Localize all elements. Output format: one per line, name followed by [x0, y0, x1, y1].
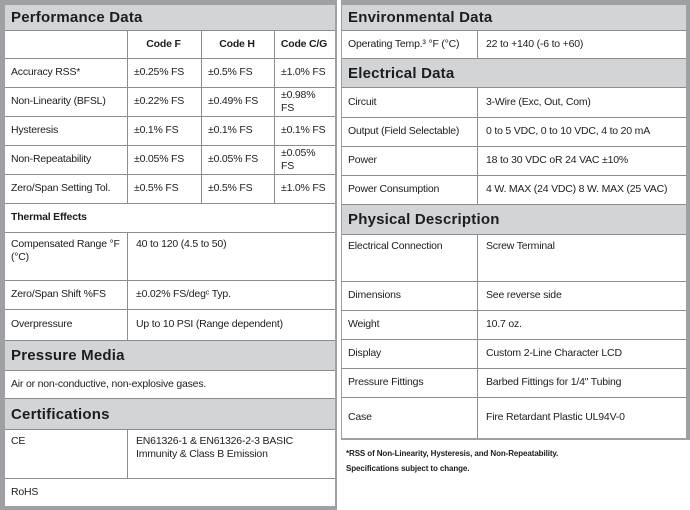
row-label: Circuit: [342, 88, 478, 117]
row-label: Accuracy RSS*: [5, 59, 128, 87]
table-row: [342, 88, 686, 118]
row-label: Electrical Connection: [342, 235, 478, 281]
row-label: Non-Linearity (BFSL): [5, 88, 128, 116]
row-label: Overpressure: [5, 310, 128, 340]
row-value: Custom 2-Line Character LCD: [486, 347, 622, 360]
thermal-effects-subheader: [5, 204, 335, 233]
row-value: ±0.5% FS: [128, 175, 202, 203]
pressure-media-text: Air or non-conductive, non-explosive gases.: [11, 377, 207, 390]
pressure-media-header: [5, 341, 335, 371]
row-label: Weight: [342, 311, 478, 339]
table-row: [5, 479, 335, 506]
row-value: 10.7 oz.: [486, 318, 522, 331]
pressure-media-title: Pressure Media: [11, 347, 125, 364]
table-row: [342, 340, 686, 369]
left-column: [0, 0, 337, 510]
row-value: ±0.02% FS/degᶜ Typ.: [136, 288, 231, 301]
column-header-code-h: Code H: [202, 31, 275, 58]
row-value: 18 to 30 VDC oR 24 VAC ±10%: [486, 154, 628, 167]
row-value: ±1.0% FS: [281, 66, 326, 79]
table-row: [5, 117, 335, 146]
electrical-data-header: [342, 59, 686, 88]
table-row: [342, 282, 686, 311]
row-label: Compensated Range °F (°C): [5, 233, 128, 280]
row-value: ±0.1% FS: [281, 124, 326, 137]
row-label: Zero/Span Shift %FS: [5, 281, 128, 309]
table-row: [5, 430, 335, 479]
row-value: ±0.05% FS: [202, 146, 275, 174]
row-label: Power Consumption: [342, 176, 478, 204]
table-row: [5, 146, 335, 175]
table-row: [5, 59, 335, 88]
electrical-data-title: Electrical Data: [348, 64, 455, 82]
column-header-code-cg: Code C/G: [280, 37, 328, 50]
table-row: [342, 398, 686, 438]
pressure-media-row: [5, 371, 335, 399]
table-row: [5, 88, 335, 117]
row-value: ±0.05% FS: [128, 146, 202, 174]
table-row: [5, 175, 335, 204]
performance-data-title: Performance Data: [11, 9, 143, 26]
certifications-header: [5, 399, 335, 430]
footnote-line-1: *RSS of Non-Linearity, Hysteresis, and Non-Repeatability.: [346, 449, 559, 458]
row-value: 40 to 120 (4.5 to 50): [136, 238, 227, 250]
row-value: ±0.98% FS: [281, 88, 316, 114]
row-value: ±0.5% FS: [202, 59, 275, 87]
row-label: Zero/Span Setting Tol.: [5, 175, 128, 203]
right-column: [341, 0, 690, 440]
performance-column-header-row: [5, 31, 335, 59]
row-label: Operating Temp.³ °F (°C): [342, 31, 478, 58]
table-row: [5, 310, 335, 341]
row-label: Case: [342, 398, 478, 438]
row-label: Output (Field Selectable): [342, 118, 478, 146]
row-value: Up to 10 PSI (Range dependent): [136, 318, 283, 331]
row-label: Hysteresis: [5, 117, 128, 145]
physical-description-title: Physical Description: [348, 211, 500, 228]
row-value: 0 to 5 VDC, 0 to 10 VDC, 4 to 20 mA: [486, 125, 650, 138]
row-value: ±0.22% FS: [128, 88, 202, 116]
row-value: Fire Retardant Plastic UL94V-0: [486, 411, 625, 424]
table-row: [5, 281, 335, 310]
row-label: Display: [342, 340, 478, 368]
table-row: [342, 311, 686, 340]
blank-corner-cell: [5, 31, 128, 58]
row-value: ±0.05% FS: [281, 146, 316, 172]
footnote-line-2: Specifications subject to change.: [346, 464, 470, 473]
row-value: Barbed Fittings for 1/4" Tubing: [486, 376, 622, 389]
row-value: Screw Terminal: [486, 240, 555, 252]
row-value: EN61326-1 & EN61326-2-3 BASIC Immunity & Class B Emission: [136, 435, 294, 461]
table-row: [342, 147, 686, 176]
row-value: ±0.25% FS: [128, 59, 202, 87]
row-label: Pressure Fittings: [342, 369, 478, 397]
environmental-data-header: [342, 5, 686, 31]
column-header-code-f: Code F: [128, 31, 202, 58]
table-row: [342, 118, 686, 147]
environmental-data-title: Environmental Data: [348, 9, 493, 26]
row-value: 22 to +140 (-6 to +60): [486, 37, 584, 50]
performance-data-header: [5, 5, 335, 31]
row-value: ±0.1% FS: [128, 117, 202, 145]
row-value: See reverse side: [486, 289, 562, 302]
table-row: [342, 176, 686, 205]
footnote: [346, 446, 676, 476]
row-label: Dimensions: [342, 282, 478, 310]
row-label: Power: [342, 147, 478, 175]
table-row: [342, 369, 686, 398]
table-row: [342, 31, 686, 59]
row-label: CE: [5, 430, 128, 478]
row-value: ±1.0% FS: [281, 182, 326, 195]
certifications-title: Certifications: [11, 405, 110, 423]
row-value: ±0.49% FS: [202, 88, 275, 116]
table-row: [5, 233, 335, 281]
row-value: ±0.1% FS: [202, 117, 275, 145]
table-row: [342, 235, 686, 282]
row-label: Non-Repeatability: [5, 146, 128, 174]
row-label: RoHS: [11, 485, 39, 498]
row-value: 3-Wire (Exc, Out, Com): [486, 95, 591, 108]
physical-description-header: [342, 205, 686, 235]
row-value: ±0.5% FS: [202, 175, 275, 203]
thermal-effects-title: Thermal Effects: [11, 211, 87, 224]
row-value: 4 W. MAX (24 VDC) 8 W. MAX (25 VAC): [486, 183, 668, 196]
